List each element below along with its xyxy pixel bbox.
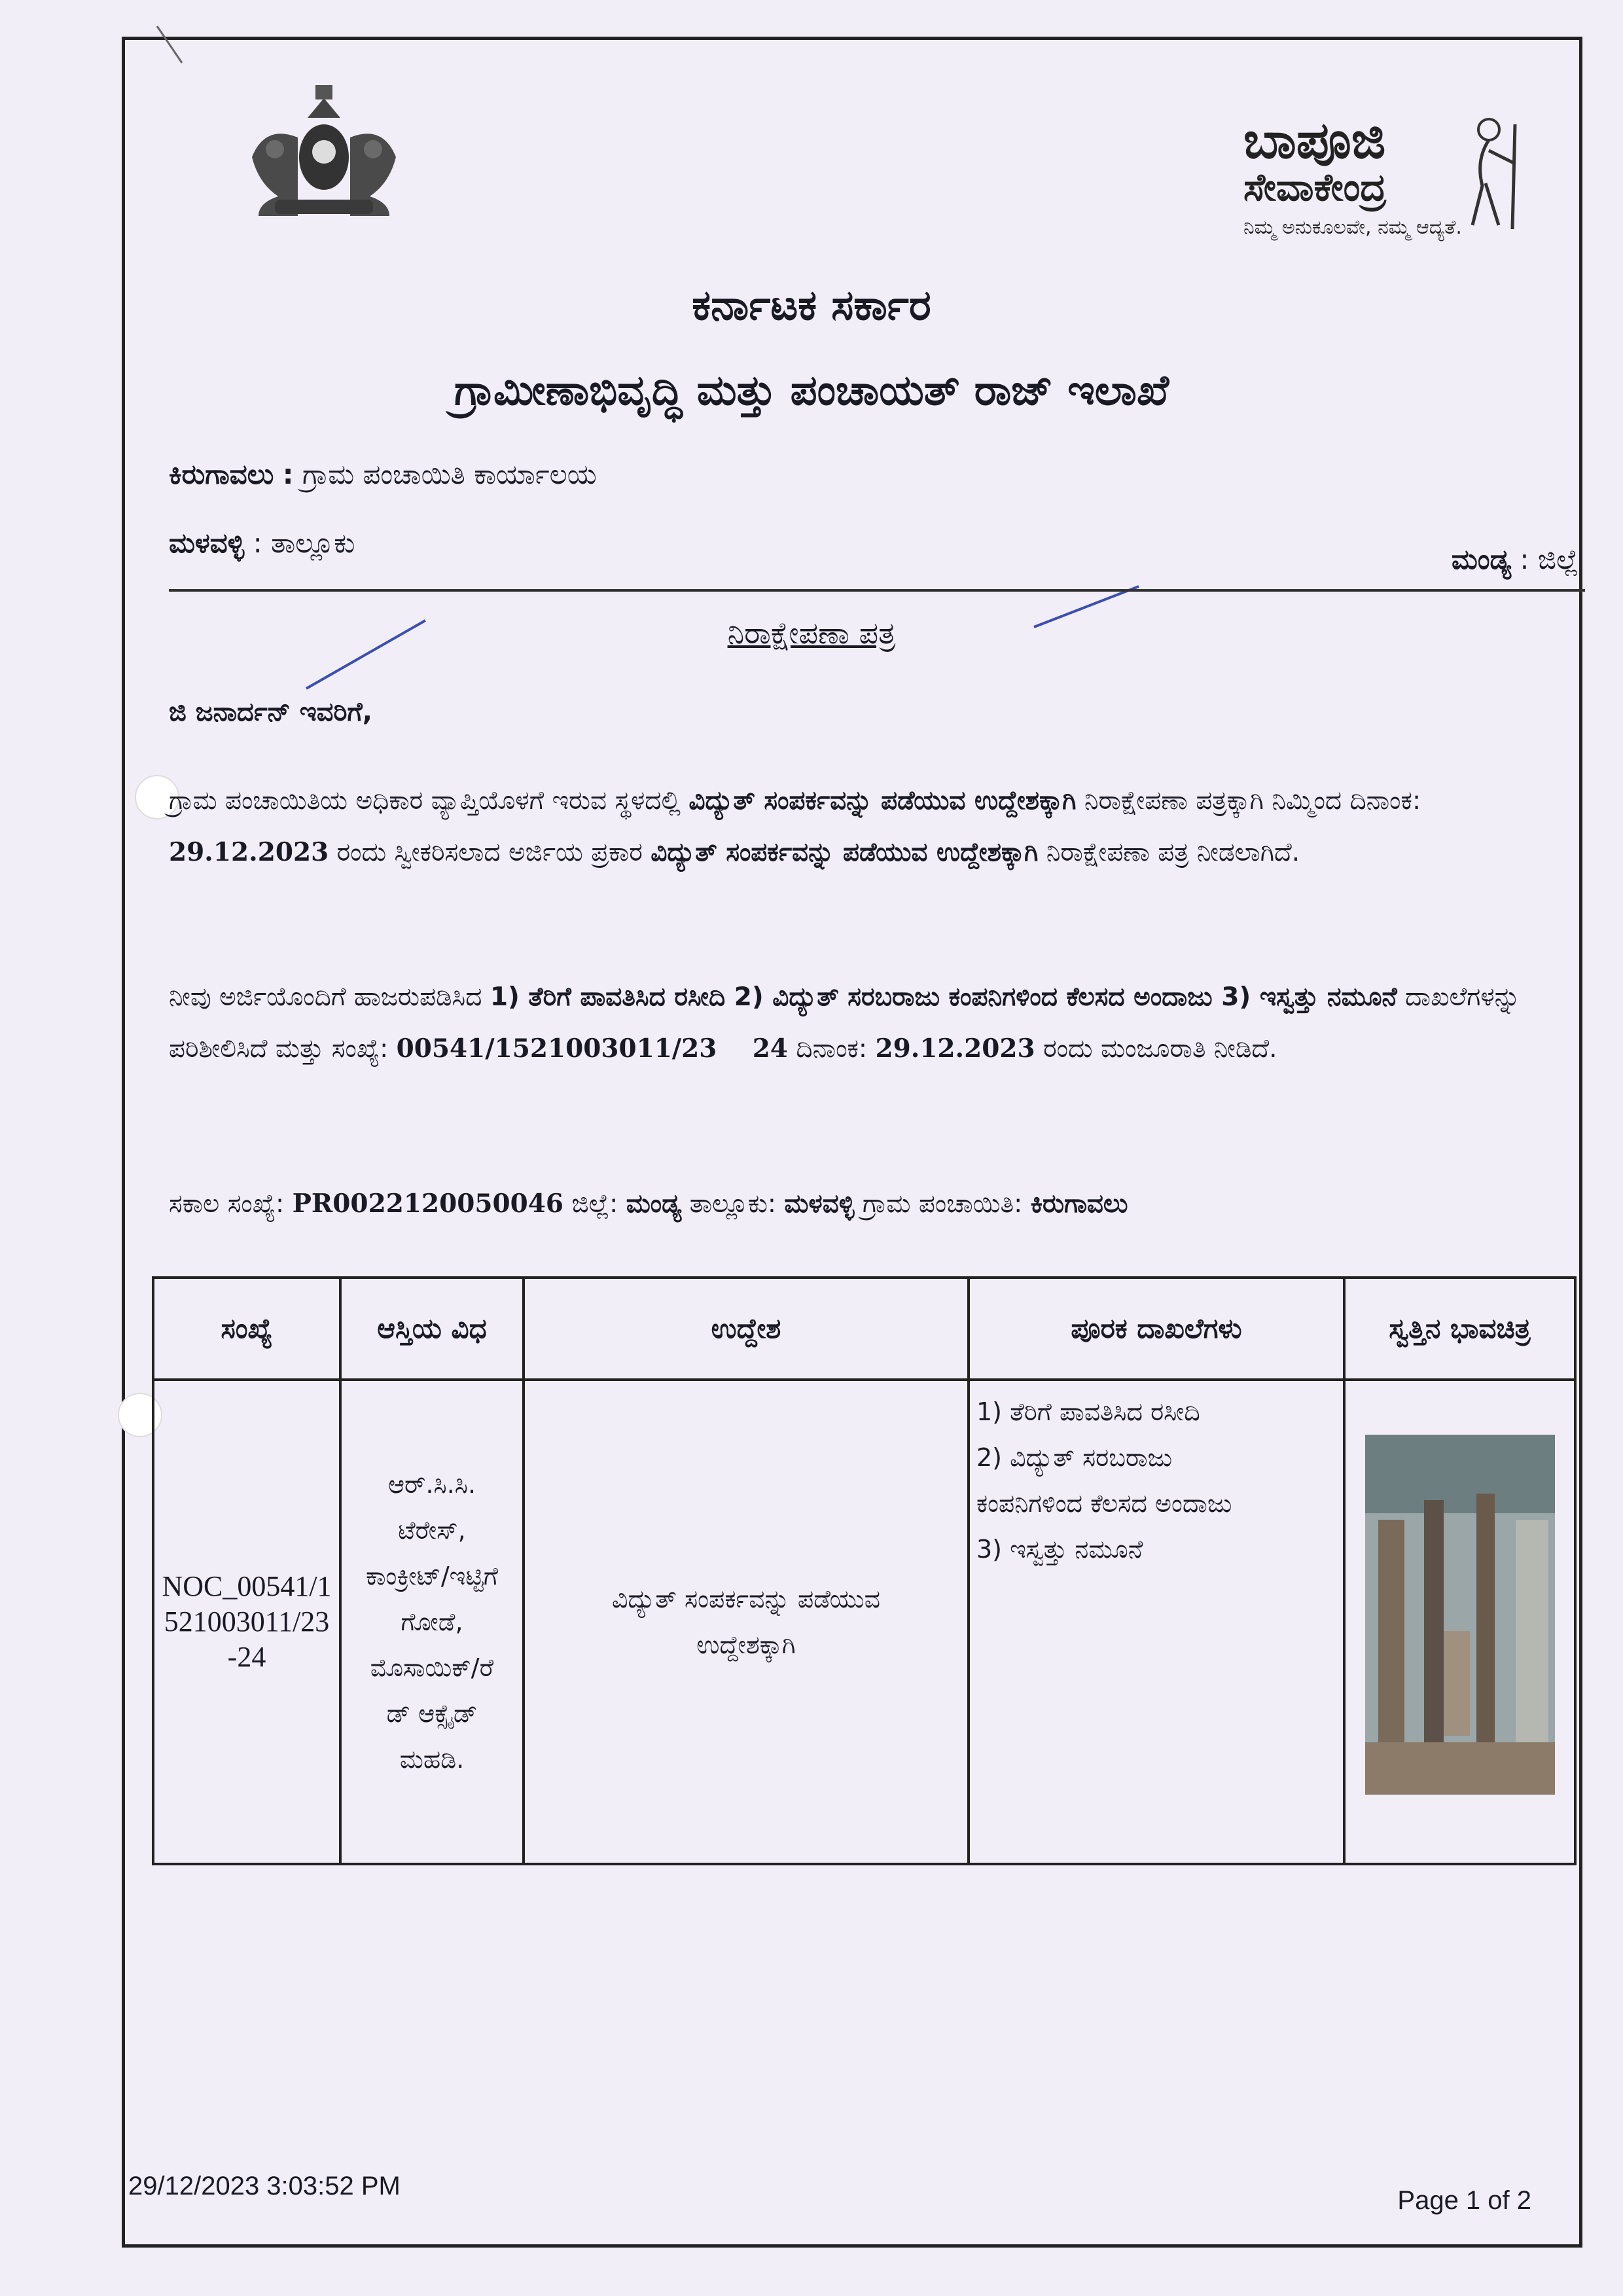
paragraph-3 — [169, 1178, 1556, 1230]
property-line: ಟೆರೇಸ್, — [398, 1516, 466, 1545]
header-documents: ಪೂರಕ ದಾಖಲೆಗಳು — [969, 1278, 1344, 1380]
photo-cell — [1344, 1380, 1575, 1864]
property-line: ಡ್ ಆಕ್ಸೈಡ್ — [386, 1699, 478, 1728]
p3-taluk-label: ತಾಲ್ಲೂಕು: — [681, 1189, 785, 1219]
document-line: 1) ತೆರಿಗೆ ಪಾವತಿಸಿದ ರಸೀದಿ — [976, 1397, 1200, 1426]
p1-text-d: ರಂದು ಸ್ವೀಕರಿಸಲಾದ ಅರ್ಜಿಯ ಪ್ರಕಾರ — [329, 838, 651, 867]
footer-page-number: Page 1 of 2 — [1397, 2186, 1531, 2215]
logo-subtitle: ಸೇವಾಕೇಂದ್ರ — [1243, 165, 1387, 209]
state-emblem-icon — [236, 79, 412, 229]
property-line: ಮೊಸಾಯಿಕ್/ರೆ — [370, 1653, 494, 1682]
district-separator: : — [1520, 543, 1529, 575]
p1-date: 29.12.2023 — [169, 837, 329, 867]
p1-text-f: ನಿರಾಕ್ಷೇಪಣಾ ಪತ್ರ ನೀಡಲಾಗಿದೆ. — [1038, 838, 1300, 867]
header-purpose: ಉದ್ದೇಶ — [524, 1278, 969, 1380]
taluk-separator: : — [253, 527, 262, 559]
office-label: ಕಿರುಗಾವಲು — [169, 458, 274, 490]
district-line — [1452, 543, 1578, 576]
property-line: ಆರ್.ಸಿ.ಸಿ. — [387, 1470, 476, 1499]
bapuji-logo — [1243, 111, 1525, 262]
document-line: 2) ವಿದ್ಯುತ್ ಸರಬರಾಜು — [976, 1443, 1173, 1472]
p2-number: 00541/1521003011/23 24 — [396, 1033, 789, 1064]
noc-title — [0, 615, 1623, 652]
header-photo: ಸ್ವತ್ತಿನ ಭಾವಚಿತ್ರ — [1344, 1278, 1575, 1380]
logo-title: ಬಾಪೂಜಿ — [1243, 111, 1386, 170]
office-separator: : — [282, 458, 294, 490]
p2-text-c: ದಾಖಲೆಗಳನ್ನು ಪರಿಶೀಲಿಸಿದೆ ಮತ್ತು ಸಂಖ್ಯೆ: — [169, 982, 1520, 1064]
department-title: ಗ್ರಾಮೀಣಾಭಿವೃದ್ಧಿ ಮತ್ತು ಪಂಚಾಯತ್ ರಾಜ್ ಇಲಾಖೆ — [454, 367, 1169, 415]
paragraph-1 — [169, 776, 1556, 878]
district-label: ಮಂಡ್ಯ — [1451, 543, 1511, 575]
p3-district: ಮಂಡ್ಯ — [626, 1189, 682, 1219]
office-value: ಗ್ರಾಮ ಪಂಚಾಯಿತಿ ಕಾರ್ಯಾಲಯ — [302, 458, 597, 490]
serial-cell: NOC_00541/1521003011/23-24 — [153, 1380, 340, 1864]
taluk-line — [169, 527, 355, 560]
logo-tagline: ನಿಮ್ಮ ಅನುಕೂಲವೇ, ನಮ್ಮ ಆದ್ಯತೆ. — [1243, 216, 1462, 239]
p1-purpose-2: ವಿದ್ಯುತ್ ಸಂಪರ್ಕವನ್ನು ಪಡೆಯುವ ಉದ್ದೇಶಕ್ಕಾಗಿ — [651, 838, 1039, 867]
p2-text-d: ದಿನಾಂಕ: — [788, 1034, 876, 1064]
purpose-line: ಉದ್ದೇಶಕ್ಕಾಗಿ — [696, 1630, 796, 1659]
footer-timestamp: 29/12/2023 3:03:52 PM — [128, 2172, 401, 2200]
p2-documents: 1) ತೆರಿಗೆ ಪಾವತಿಸಿದ ರಸೀದಿ 2) ವಿದ್ಯುತ್ ಸರಬರಾಜು ಕಂಪನಿಗಳಿಂದ ಕೆಲಸದ ಅಂದಾಜು 3) ಇಸ್ವತ್ತು ನಮೂನೆ — [490, 982, 1397, 1012]
p3-district-label: ಜಿಲ್ಲೆ: — [563, 1189, 626, 1219]
header-serial: ಸಂಖ್ಯೆ — [153, 1278, 340, 1380]
government-title: ಕರ್ನಾಟಕ ಸರ್ಕಾರ — [692, 281, 931, 330]
property-line: ಮಹಡಿ. — [399, 1745, 465, 1774]
property-line: ಕಾಂಕ್ರೀಟ್/ಇಟ್ಟಿಗೆ — [365, 1562, 498, 1590]
gandhi-figure-icon — [1459, 111, 1531, 229]
p2-text-e: ರಂದು ಮಂಜೂರಾತಿ ನೀಡಿದೆ. — [1035, 1034, 1277, 1064]
p3-gp-label: ಗ್ರಾಮ ಪಂಚಾಯಿತಿ: — [854, 1189, 1031, 1219]
header-divider — [169, 589, 1585, 592]
salutation: ಜಿ ಜನಾರ್ದನ್ ಇವರಿಗೆ, — [169, 697, 372, 727]
table-header-row — [153, 1278, 1575, 1380]
purpose-cell — [524, 1380, 969, 1864]
documents-cell — [969, 1380, 1344, 1864]
p3-sakala-number: PR0022120050046 — [292, 1189, 564, 1219]
taluk-label: ಮಳವಳ್ಳಿ — [169, 527, 245, 559]
document-line: 3) ಇಸ್ವತ್ತು ನಮೂನೆ — [976, 1535, 1143, 1564]
office-line — [169, 458, 597, 491]
header-property-type: ಆಸ್ತಿಯ ವಿಧ — [340, 1278, 524, 1380]
noc-title-text: ನಿರಾಕ್ಷೇಪಣಾ ಪತ್ರ — [727, 615, 896, 651]
table-row — [153, 1380, 1575, 1864]
p1-purpose: ವಿದ್ಯುತ್ ಸಂಪರ್ಕವನ್ನು ಪಡೆಯುವ ಉದ್ದೇಶಕ್ಕಾಗಿ — [688, 786, 1077, 816]
purpose-line: ವಿದ್ಯುತ್ ಸಂಪರ್ಕವನ್ನು ಪಡೆಯುವ — [612, 1585, 880, 1613]
p2-date: 29.12.2023 — [875, 1033, 1035, 1064]
noc-table — [152, 1276, 1577, 1865]
property-photo — [1365, 1435, 1555, 1795]
p3-sakala-label: ಸಕಾಲ ಸಂಖ್ಯೆ: — [169, 1189, 293, 1219]
p3-taluk: ಮಳವಳ್ಳಿ — [784, 1189, 855, 1219]
document-line: ಕಂಪನಿಗಳಿಂದ ಕೆಲಸದ ಅಂದಾಜು — [976, 1489, 1232, 1518]
district-value: ಜಿಲ್ಲೆ — [1537, 543, 1578, 575]
p2-text-a: ನೀವು ಅರ್ಜಿಯೊಂದಿಗೆ ಹಾಜರುಪಡಿಸಿದ — [169, 982, 490, 1012]
p1-text-a: ಗ್ರಾಮ ಪಂಚಾಯಿತಿಯ ಅಧಿಕಾರ ವ್ಯಾಪ್ತಿಯೊಳಗೆ ಇರುವ ಸ್ಥಳದಲ್ಲಿ — [169, 786, 689, 816]
p1-text-c: ನಿರಾಕ್ಷೇಪಣಾ ಪತ್ರಕ್ಕಾಗಿ ನಿಮ್ಮಿಂದ ದಿನಾಂಕ: — [1076, 786, 1421, 816]
paragraph-2 — [169, 972, 1556, 1075]
taluk-value: ತಾಲ್ಲೂಕು — [271, 527, 355, 559]
property-type-cell — [340, 1380, 524, 1864]
p3-gp: ಕಿರುಗಾವಲು — [1030, 1189, 1128, 1219]
property-line: ಗೋಡೆ, — [401, 1607, 463, 1636]
